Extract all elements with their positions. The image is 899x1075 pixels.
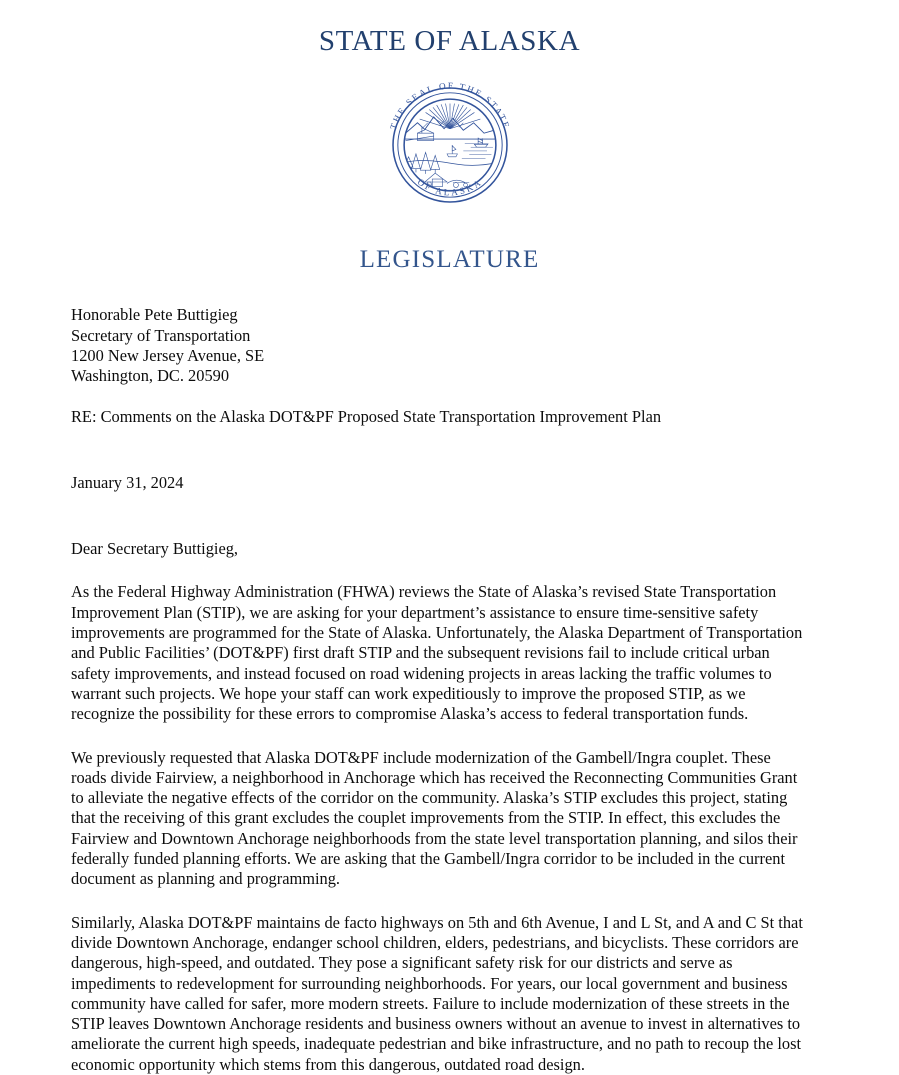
recipient-title: Secretary of Transportation bbox=[71, 325, 251, 345]
letter-date: January 31, 2024 bbox=[71, 472, 184, 492]
letter-body bbox=[71, 305, 804, 1075]
letterhead bbox=[0, 0, 899, 273]
recipient-address-block bbox=[71, 305, 804, 386]
salutation: Dear Secretary Buttigieg, bbox=[71, 539, 239, 559]
recipient-street: 1200 New Jersey Avenue, SE bbox=[71, 345, 265, 365]
page-subtitle: LEGISLATURE bbox=[359, 245, 540, 273]
alaska-state-seal-icon bbox=[376, 71, 524, 219]
subject-line: RE: Comments on the Alaska DOT&PF Proposed State Transportation Improvement Plan bbox=[71, 406, 662, 426]
body-paragraph: As the Federal Highway Administration (FHWA) reviews the State of Alaska’s revised State Transportation Improvement Plan (STIP), we are asking for your department’s assistance to ensure time-sensitive safety improvements are programmed for the State of Alaska. Unfortunately, the Alaska Department of Transportation and Public Facilities’ (DOT&PF) first draft STIP and the subsequent revisions fail to include critical urban safety improvements, and instead focused on road widening projects in areas lacking the traffic volumes to warrant such projects. We hope your staff can work expeditiously to improve the proposed STIP, as we recognize the possibility for these errors to compromise Alaska’s access to federal transportation funds. bbox=[71, 582, 803, 724]
svg-text:THE SEAL OF THE STATE: THE SEAL OF THE STATE bbox=[387, 80, 512, 131]
recipient-citystate: Washington, DC. 20590 bbox=[71, 366, 230, 386]
recipient-name: Honorable Pete Buttigieg bbox=[71, 305, 238, 325]
body-paragraph: We previously requested that Alaska DOT&PF include modernization of the Gambell/Ingra couplet. These roads divide Fairview, a neighborhood in Anchorage which has received the Reconnecting Communities Grant to alleviate the negative effects of the corridor on the community. Alaska’s STIP excludes this project, stating that the receiving of this grant excludes the couplet improvements from the STIP. In effect, this excludes the Fairview and Downtown Anchorage neighborhoods from the state level transportation planning, and silos their federally funded planning efforts. We are asking that the Gambell/Ingra corridor to be included in the current document as planning and programming. bbox=[71, 747, 798, 889]
svg-text:OF ALASKA: OF ALASKA bbox=[415, 176, 484, 198]
body-paragraph: Similarly, Alaska DOT&PF maintains de facto highways on 5th and 6th Avenue, I and L St, and A and C St that divide Downtown Anchorage, endanger school children, elders, pedestrians, and bicyclists. These corridors are dangerous, high-speed, and outdated. They pose a significant safety risk for our districts and serve as impediments to redevelopment for surrounding neighborhoods. For years, our local government and business community have called for safer, more modern streets. Failure to include modernization of these streets in the STIP leaves Downtown Anchorage residents and business owners without an avenue to invest in alternatives to ameliorate the current high speeds, inadequate pedestrian and bike infrastructure, and no path to recoup the lost economic opportunity which stems from this dangerous, outdated road design. bbox=[71, 912, 803, 1074]
page-title: STATE OF ALASKA bbox=[318, 25, 581, 57]
seal-container bbox=[0, 70, 899, 220]
